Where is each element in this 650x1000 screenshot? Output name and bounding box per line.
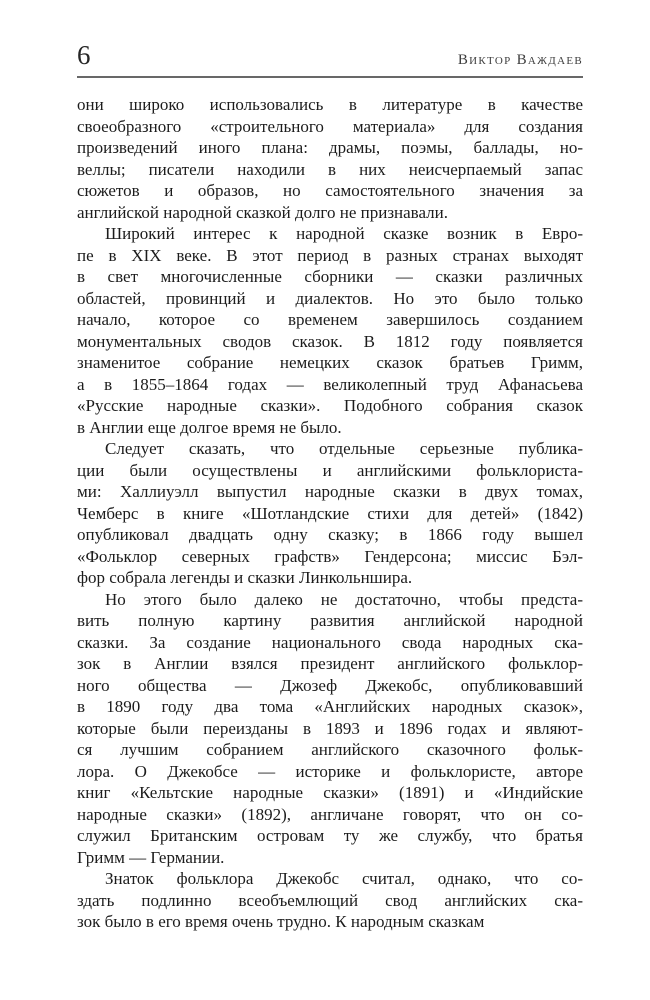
- text-line: монументальных сводов сказок. В 1812 году появляется: [77, 331, 583, 351]
- text-line: знаменитое собрание немецких сказок братьев Гримм,: [77, 353, 583, 372]
- text-line: «Фольклор северных графств» Гендерсона; миссис Бэл-: [77, 546, 583, 566]
- text-line: Широкий интерес к народной сказке возник в Евро-: [105, 224, 583, 243]
- text-line: зок в Англии взялся президент английского фольклор-: [77, 654, 583, 673]
- running-head-author: Виктор Важдаев: [457, 52, 583, 68]
- text-line: а в 1855–1864 годах — великолепный труд Афанасьева: [77, 374, 583, 394]
- text-line: ми: Халлиуэлл выпустил народные сказки в двух томах,: [77, 482, 583, 501]
- text-line: книг «Кельтские народные сказки» (1891) и «Индийские: [77, 783, 583, 802]
- text-line: своеобразного «строительного материала» для создания: [77, 116, 583, 136]
- text-line: пе в XIX веке. В этот период в разных странах выходят: [77, 245, 583, 265]
- paragraph: [77, 438, 583, 589]
- text-line: произведений иного плана: драмы, поэмы, баллады, но-: [77, 138, 583, 157]
- text-line: служил Британским островам ту же службу, что братья: [77, 826, 583, 845]
- text-line: ции были осуществлены и английскими фольклориста-: [77, 460, 583, 480]
- text-line: Следует сказать, что отдельные серьезные публика-: [105, 439, 583, 458]
- text-line: Но этого было далеко не достаточно, чтобы предста-: [105, 589, 583, 609]
- text-line: которые были переизданы в 1893 и 1896 годах и являют-: [77, 718, 583, 738]
- text-line: они широко использовались в литературе в качестве: [77, 95, 583, 114]
- text-line: в свет многочисленные сборники — сказки различных: [77, 267, 583, 286]
- text-line: сказки. За создание национального свода народных ска-: [77, 632, 583, 652]
- paragraph: [77, 589, 583, 869]
- text-line: опубликовал двадцать одну сказку; в 1866 году вышел: [77, 525, 583, 544]
- text-line: зок было в его время очень трудно. К народным сказкам: [77, 912, 485, 931]
- text-line: английской народной сказкой долго не признавали.: [77, 202, 449, 222]
- text-line: Гримм — Германии.: [77, 847, 225, 867]
- page-number: 6: [77, 40, 91, 70]
- text-line: ся лучшим собранием английского сказочного фольк-: [77, 740, 583, 759]
- body-text-block: [77, 94, 583, 933]
- text-line: областей, провинций и диалектов. Но это было только: [77, 288, 583, 308]
- text-line: в 1890 году два тома «Английских народных сказок»,: [77, 697, 583, 716]
- paragraph: [77, 223, 583, 438]
- text-line: сюжетов и образов, но самостоятельного значения за: [77, 181, 583, 200]
- header-rule: [77, 76, 583, 78]
- text-line: «Русские народные сказки». Подобного собрания сказок: [77, 396, 583, 415]
- page-header: [77, 0, 583, 69]
- text-line: народные сказки» (1892), англичане говорят, что он со-: [77, 804, 583, 824]
- text-line: в Англии еще долгое время не было.: [77, 417, 342, 437]
- text-line: начало, которое со временем завершилось созданием: [77, 310, 583, 329]
- text-line: фор собрала легенды и сказки Линкольншира.: [77, 568, 413, 587]
- text-line: Чемберс в книге «Шотландские стихи для детей» (1842): [77, 503, 583, 523]
- paragraph: [77, 94, 583, 223]
- text-line: веллы; писатели находили в них неисчерпаемый запас: [77, 159, 583, 179]
- paragraph: [77, 868, 583, 933]
- text-line: Знаток фольклора Джекобс считал, однако, что со-: [105, 869, 583, 888]
- text-line: лора. О Джекобсе — историке и фольклористе, авторе: [77, 761, 583, 781]
- text-line: здать подлинно всеобъемлющий свод английских ска-: [77, 890, 583, 910]
- text-line: ного общества — Джозеф Джекобс, опубликовавший: [77, 675, 583, 695]
- text-line: вить полную картину развития английской народной: [77, 611, 583, 630]
